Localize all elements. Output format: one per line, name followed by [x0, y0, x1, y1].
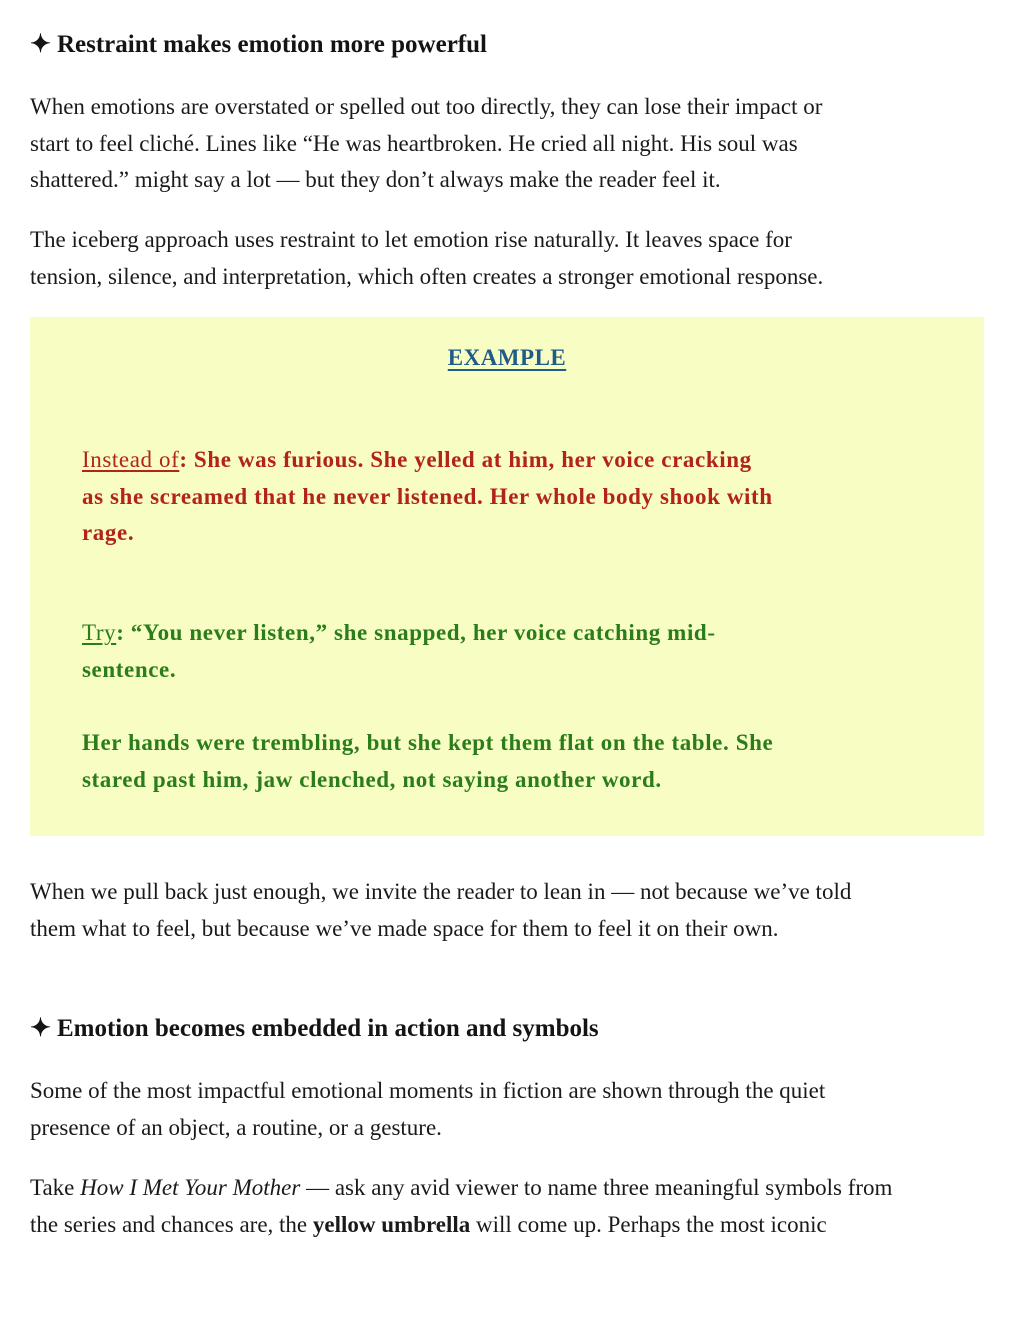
yellow-umbrella-bold: yellow umbrella: [312, 1211, 471, 1237]
text-run: Take: [30, 1175, 81, 1200]
text-run: — ask any avid viewer to name three meaningful symbols from: [300, 1175, 893, 1200]
section-heading-restraint: [30, 30, 487, 60]
paragraph-line: The iceberg approach uses restraint to let emotion rise naturally. It leaves space for: [30, 227, 792, 252]
show-title-italic: How I Met Your Mother: [80, 1175, 301, 1200]
paragraph-line: shattered.” might say a lot — but they don’t always make the reader feel it.: [30, 167, 721, 192]
example-line: [82, 442, 952, 479]
sparkle-star-icon: ✦: [30, 1015, 51, 1042]
section-heading-symbols: [30, 1014, 599, 1044]
example-try-continued: [82, 725, 952, 798]
text-run: the series and chances are, the: [30, 1211, 313, 1237]
paragraph-line: When we pull back just enough, we invite the reader to lean in — not because we’ve told: [30, 879, 852, 904]
paragraph-line: start to feel cliché. Lines like “He was heartbroken. He cried all night. His soul was: [30, 130, 798, 156]
example-line: Her hands were trembling, but she kept them flat on the table. She: [82, 730, 774, 755]
paragraph-line: [30, 1207, 980, 1244]
paragraph-impactful-moments: [30, 1073, 980, 1146]
paragraph-overstated-emotions: [30, 89, 980, 199]
paragraph-line: tension, silence, and interpretation, which often creates a stronger emotional response.: [30, 263, 824, 289]
paragraph-line: Some of the most impactful emotional moments in fiction are shown through the quiet: [30, 1078, 826, 1103]
example-line: as she screamed that he never listened. Her whole body shook with: [82, 483, 773, 509]
example-title: EXAMPLE: [447, 345, 567, 370]
example-try: [82, 615, 952, 688]
paragraph-line: presence of an object, a routine, or a gesture.: [30, 1114, 442, 1140]
text-run: will come up. Perhaps the most iconic: [470, 1211, 827, 1237]
paragraph-line: [30, 1170, 980, 1207]
example-line: [82, 615, 952, 652]
example-line: rage.: [82, 520, 135, 545]
paragraph-line: them what to feel, but because we’ve made space for them to feel it on their own.: [30, 915, 779, 941]
section-heading-text: Emotion becomes embedded in action and symbols: [56, 1015, 599, 1042]
example-line: sentence.: [82, 656, 177, 682]
try-text: : “You never listen,” she snapped, her voice catching mid-: [116, 620, 716, 645]
try-label: Try: [82, 620, 117, 645]
example-instead-of: [82, 442, 952, 552]
paragraph-pull-back: [30, 874, 980, 947]
sparkle-star-icon: ✦: [30, 31, 51, 58]
paragraph-line: When emotions are overstated or spelled out too directly, they can lose their impact or: [30, 94, 823, 119]
instead-of-label: Instead of: [82, 447, 180, 472]
section-heading-text: Restraint makes emotion more powerful: [56, 31, 487, 58]
paragraph-iceberg-approach: [30, 222, 980, 295]
instead-of-text: : She was furious. She yelled at him, her voice cracking: [179, 447, 752, 472]
example-line: stared past him, jaw clenched, not saying another word.: [82, 766, 662, 792]
paragraph-yellow-umbrella: [30, 1170, 980, 1243]
